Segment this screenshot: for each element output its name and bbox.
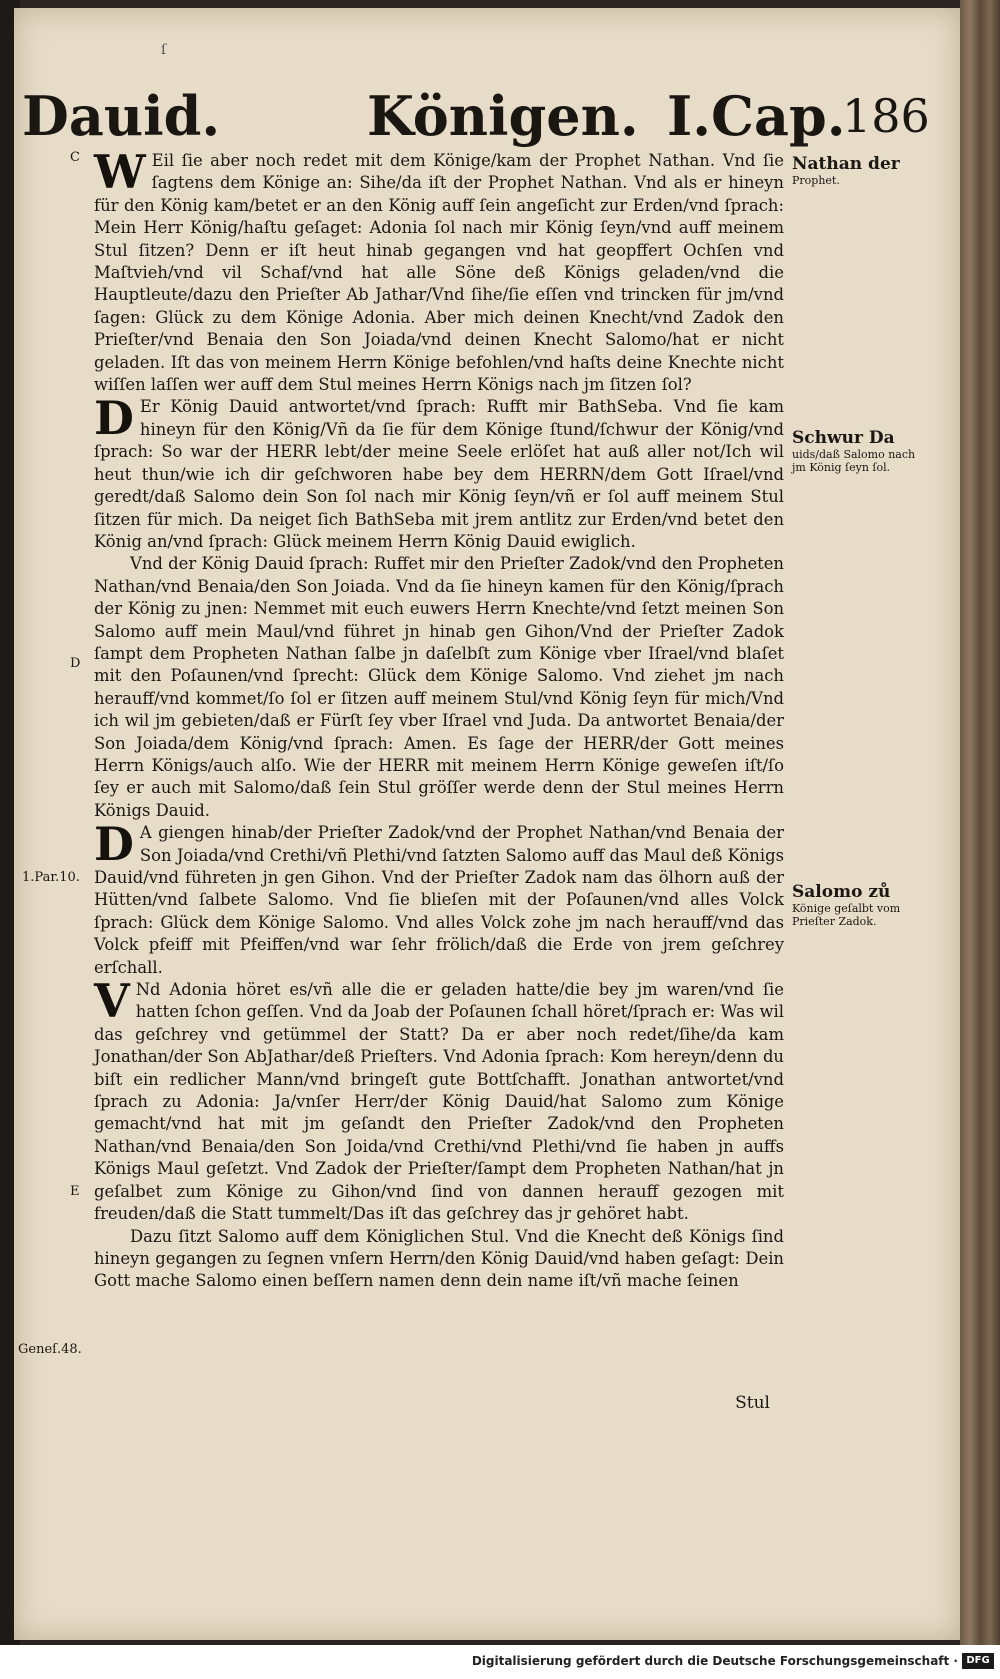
margin-note-detail: uids/daß Salomo nach jm König ſeyn ſol. xyxy=(792,448,916,474)
margin-note-schwur xyxy=(792,428,922,474)
paragraph-6 xyxy=(94,1226,784,1293)
page-number: 186 xyxy=(842,89,930,143)
margin-note-nathan xyxy=(792,154,922,187)
paragraph-text: Er König Dauid antwortet/vnd ſprach: Rufft mir BathSeba. Vnd ſie kam hineyn für den König/Vñ da ſie für dem Könige ſtund/ſchwur der König/vnd ſprach: So war der HERR lebt/der meine Seele erlöſet hat auß aller not/Ich wil heut thun/wie ich dir geſchworen habe bey dem HERRN/dem Gott Iſrael/vnd geredt/daß Salomo dein Son ſol nach mir König ſeyn/vñ er ſol auff meinem Stul ſitzen für mich. Da neiget ſich BathSeba mit jrem antlitz zur Erden/vnd betet den König an/vnd ſprach: Glück meinem Herrn König Dauid ewiglich. xyxy=(94,397,784,551)
margin-note-detail: Könige geſalbt vom Prieſter Zadok. xyxy=(792,902,901,928)
margin-reference-genesis: Geneſ.48. xyxy=(18,1342,82,1357)
header-left: Dauid. xyxy=(22,84,221,148)
dfg-logo: DFG xyxy=(962,1653,994,1669)
paragraph-text: A giengen hinab/der Prieſter Zadok/vnd der Prophet Nathan/vnd Benaia der Son Joiada/vnd Crethi/vñ Plethi/vnd ſatzten Salomo auff das Maul deß Königs Dauid/vnd führeten jn gen Gihon. Vnd der Prieſter Zadok nam das ölhorn auß der Hütten/vnd ſalbete Salomo. Vnd ſie blieſen mit der Poſaunen/vnd alles Volck ſprach: Glück dem Könige Salomo. Vnd alles Volck zohe jm nach herauff/vnd das Volck pfeiff mit Pfeiffen/vnd war ſehr frölich/daß die Erde von jrem geſchrey erſchall. xyxy=(94,823,784,977)
margin-letter-e: E xyxy=(70,1184,80,1199)
margin-note-detail: Prophet. xyxy=(792,174,840,187)
header-center: Königen. xyxy=(367,84,639,148)
corner-mark: ſ xyxy=(161,42,167,58)
catchword: Stul xyxy=(735,1393,770,1413)
paragraph-text: Vnd der König Dauid ſprach: Ruffet mir den Prieſter Zadok/vnd den Propheten Nathan/vnd Benaia/den Son Joiada. Vnd da ſie hineyn kamen für den König/ſprach der König zu jnen: Nemmet mit euch euwers Herrn Knechte/vnd ſetzt meinen Son Salomo auff mein Maul/vnd führet jn hinab gen Gihon/Vnd der Prieſter Zadok ſampt dem Propheten Nathan ſalbe jn daſelbſt zum Könige vber Iſrael/vnd blaſet mit den Poſaunen/vnd ſprecht: Glück dem Könige Salomo. Vnd ziehet jm nach herauff/vnd kommet/ſo ſol er ſitzen auff meinem Stul/vnd König ſeyn für mich/Vnd ich wil jm gebieten/daß er Fürſt ſey vber Iſrael vnd Juda. Da antwortet Benaia/der Son Joiada/dem König/vnd ſprach: Amen. Es ſage der HERR/der Gott meines Herrn Königs/auch alſo. Wie der HERR mit meinem Herrn Könige geweſen iſt/ſo ſey er auch mit Salomo/daß ſein Stul gröſſer werde denn der Stul meines Herrn Königs Dauid. xyxy=(94,554,784,820)
book-page xyxy=(14,8,960,1640)
paragraph-1 xyxy=(94,145,784,396)
margin-note-salomo xyxy=(792,882,922,928)
paragraph-4 xyxy=(94,817,784,979)
margin-note-title: Schwur Da xyxy=(792,428,895,448)
margin-letter-d: D xyxy=(70,656,81,671)
initial-letter: D xyxy=(94,391,134,446)
margin-note-title: Salomo zů xyxy=(792,882,891,902)
margin-letter-c: C xyxy=(70,150,80,165)
margin-note-title: Nathan der xyxy=(792,154,900,174)
text-column xyxy=(94,145,784,1293)
book-edge xyxy=(960,0,1000,1645)
funding-credit: Digitalisierung gefördert durch die Deutsche Forschungsgemeinschaft · xyxy=(471,1654,958,1668)
footer-bar xyxy=(0,1645,1000,1679)
initial-letter: D xyxy=(94,817,134,872)
paragraph-text: Nd Adonia höret es/vñ alle die er geladen hatte/die bey jm waren/vnd ſie hatten ſchon geſſen. Vnd da Joab der Poſaunen ſchall höret/ſprach er: Was wil das geſchrey vnd getümmel der Statt? Da er aber noch redet/ſihe/da kam Jonathan/der Son AbJathar/deß Prieſters. Vnd Adonia ſprach: Kom hereyn/denn du biſt ein redlicher Mann/vnd bringeſt gute Bottſchafft. Jonathan antwortet/vnd ſprach zu Adonia: Ja/vnſer Herr/der König Dauid/hat Salomo zum Könige gemacht/vnd hat mit jm geſandt den Prieſter Zadok/vnd den Propheten Nathan/vnd Benaia/den Son Joida/vnd Crethi/vnd Plethi/vnd ſie haben jn auffs Königs Maul geſetzt. Vnd Zadok der Prieſter/ſampt dem Propheten Nathan/hat jn geſalbet zum Könige zu Gihon/vnd ſind von dannen herauff gezogen mit freuden/daß die Statt tummelt/Das iſt das geſchrey das jr gehöret habt. xyxy=(94,980,784,1224)
paragraph-text: Eil ſie aber noch redet mit dem Könige/kam der Prophet Nathan. Vnd ſie ſagtens dem Könige an: Sihe/da iſt der Prophet Nathan. Vnd als er hineyn für den König kam/betet er an den König auff ſein angeſicht zur Erden/vnd ſprach: Mein Herr König/haſtu geſaget: Adonia ſol nach mir König ſeyn/vnd auff meinem Stul ſitzen? Denn er iſt heut hinab gegangen vnd hat geopffert Ochſen vnd Maſtvieh/vnd vil Schaf/vnd hat alle Söne deß Königs geladen/vnd die Hauptleute/dazu den Prieſter Ab Jathar/Vnd ſihe/ſie eſſen vnd trincken für jm/vnd ſagen: Glück zu dem Könige Adonia. Aber mich deinen Knecht/vnd Zadok den Prieſter/vnd Benaia den Son Joiada/vnd deinen Knecht Salomo/hat er nicht geladen. Iſt das von meinem Herrn Könige befohlen/vnd haſts deine Knechte nicht wiſſen laſſen wer auff dem Stul meines Herrn Königs nach jm ſitzen ſol? xyxy=(94,151,784,395)
paragraph-3 xyxy=(94,553,784,822)
initial-letter: V xyxy=(94,974,130,1029)
paragraph-2 xyxy=(94,391,784,553)
header-chapter: I.Cap. xyxy=(667,84,846,148)
paragraph-5 xyxy=(94,974,784,1225)
margin-reference-par: 1.Par.10. xyxy=(22,870,80,885)
paragraph-text: Dazu ſitzt Salomo auff dem Königlichen Stul. Vnd die Knecht deß Königs ſind hineyn gegangen zu ſegnen vnſern Herrn/den König Dauid/vnd haben geſagt: Dein Gott mache Salomo einen beſſern namen denn dein name iſt/vñ mache ſeinen xyxy=(94,1226,784,1291)
initial-letter: W xyxy=(94,145,146,199)
